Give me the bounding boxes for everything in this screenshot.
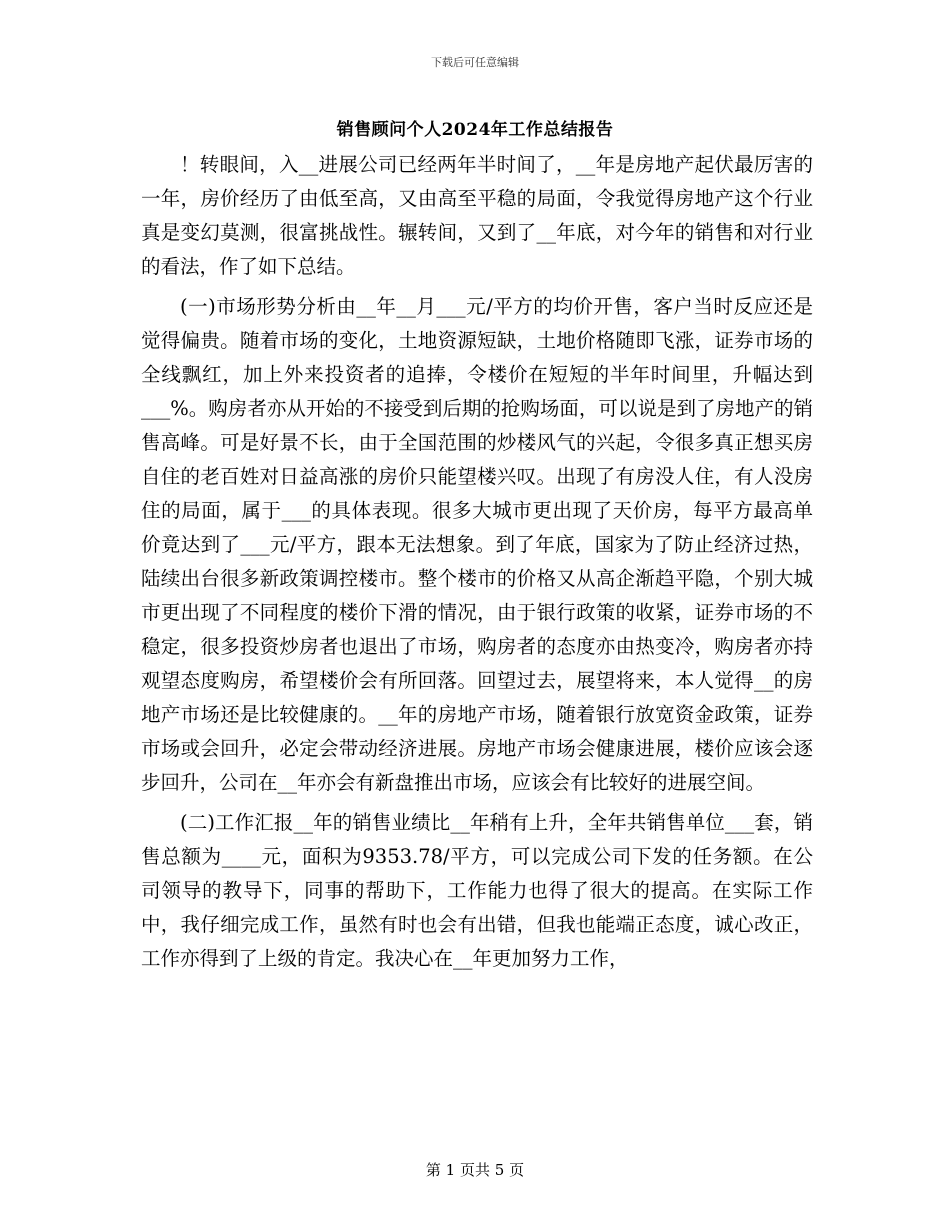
paragraph-intro: ！转眼间，入__进展公司已经两年半时间了，__年是房地产起伏最厉害的一年，房价经历了由低至高，又由高至平稳的局面，令我觉得房地产这个行业真是变幻莫测，很富挑战性。辗转间，又到了__年底，对今年的销售和对行业的看法，作了如下总结。 xyxy=(141,153,813,278)
paragraph-market-analysis: (一)市场形势分析由__年__月___元/平方的均价开售，客户当时反应还是觉得偏贵。随着市场的变化，土地资源短缺，土地价格随即飞涨，证券市场的全线飘红，加上外来投资者的追捧，令楼价在短短的半年时间里，升幅达到___%。购房者亦从开始的不接受到后期的抢购场面，可以说是到了房地产的销售高峰。可是好景不长，由于全国范围的炒楼风气的兴起，令很多真正想买房自住的老百姓对日益高涨的房价只能望楼兴叹。出现了有房没人住，有人没房住的局面，属于___的具体表现。很多大城市更出现了天价房，每平方最高单价竟达到了___元/平方，跟本无法想象。到了年底，国家为了防止经济过热，陆续出台很多新政策调控楼市。整个楼市的价格又从高企渐趋平隐，个别大城市更出现了不同程度的楼价下滑的情况，由于银行政策的收紧，证券市场的不稳定，很多投资炒房者也退出了市场，购房者的态度亦由热变冷，购房者亦持观望态度购房，希望楼价会有所回落。回望过去，展望将来，本人觉得__的房地产市场还是比较健康的。__年的房地产市场，随着银行放宽资金政策，证券市场或会回升，必定会带动经济进展。房地产市场会健康进展，楼价应该会逐步回升，公司在__年亦会有新盘推出市场，应该会有比较好的进展空间。 xyxy=(141,295,813,794)
page-number: 第 1 页共 5 页 xyxy=(425,1161,525,1179)
paragraph-work-report: (二)工作汇报__年的销售业绩比__年稍有上升，全年共销售单位___套，销售总额为____元，面积为9353.78/平方，可以完成公司下发的任务额。在公司领导的教导下，同事的帮助下，工作能力也得了很大的提高。在实际工作中，我仔细完成工作，虽然有时也会有出错，但我也能端正态度，诚心改正，工作亦得到了上级的肯定。我决心在__年更加努力工作， xyxy=(141,811,813,970)
document-body xyxy=(141,148,813,976)
document-title: 销售顾问个人2024年工作总结报告 xyxy=(336,120,614,140)
page-header-note: 下载后可任意编辑 xyxy=(431,56,519,69)
